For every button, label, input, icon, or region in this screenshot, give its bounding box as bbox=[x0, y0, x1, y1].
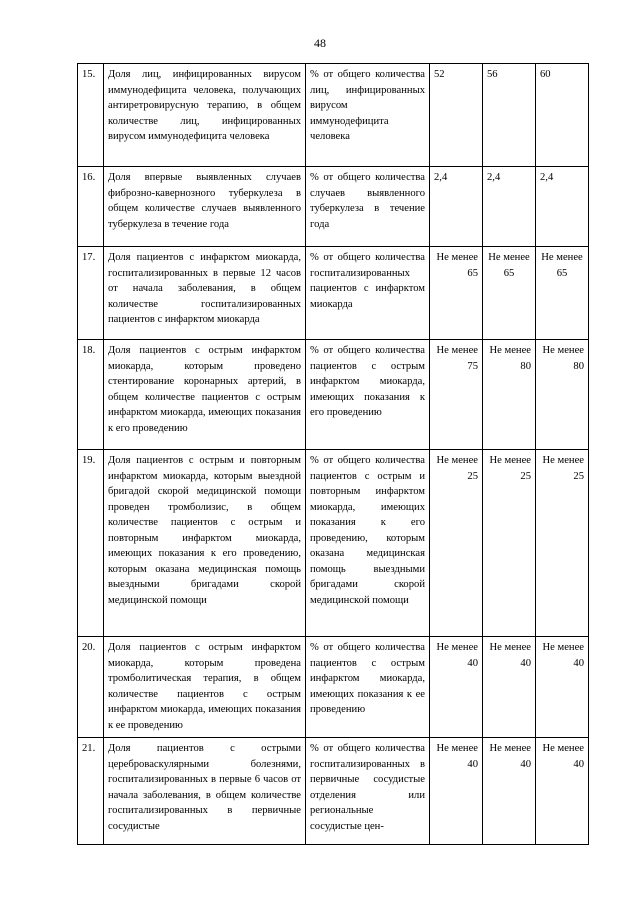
table-row bbox=[78, 738, 589, 845]
value-year-2: Не менее 40 bbox=[483, 637, 536, 738]
value-year-2: Не менее 65 bbox=[483, 247, 536, 340]
value-year-1: Не менее 40 bbox=[430, 637, 483, 738]
table-row bbox=[78, 450, 589, 637]
table-row bbox=[78, 340, 589, 450]
value-year-1: 52 bbox=[430, 64, 483, 167]
page-number: 48 bbox=[314, 36, 326, 50]
value-year-3: Не менее 40 bbox=[536, 738, 589, 845]
row-number: 20. bbox=[78, 637, 104, 738]
value-year-2: Не менее 40 bbox=[483, 738, 536, 845]
value-year-3: Не менее 65 bbox=[536, 247, 589, 340]
value-year-1: Не менее 25 bbox=[430, 450, 483, 637]
value-year-3: 60 bbox=[536, 64, 589, 167]
row-number: 15. bbox=[78, 64, 104, 167]
table-row bbox=[78, 64, 589, 167]
indicator-description: Доля впервые выявленных случаев фиброзно-кавернозного туберкулеза в общем количестве случаев выявленного туберкулеза в течение года bbox=[104, 167, 306, 247]
indicator-unit: % от общего количества госпитализированных в первичные сосудистые отделения или региональные сосудистые цен- bbox=[306, 738, 430, 845]
indicator-unit: % от общего количества пациентов с острым и повторным инфарктом миокарда, имеющих показания к его проведению, которым оказана медицинская помощь выездными бригадами скорой медицинской помощи bbox=[306, 450, 430, 637]
value-year-2: Не менее 80 bbox=[483, 340, 536, 450]
row-number: 16. bbox=[78, 167, 104, 247]
value-year-2: Не менее 25 bbox=[483, 450, 536, 637]
indicator-description: Доля пациентов с инфарктом миокарда, госпитализированных в первые 12 часов от начала заболевания, в общем количестве госпитализированных пациентов с инфарктом миокарда bbox=[104, 247, 306, 340]
indicator-unit: % от общего количества лиц, инфицированных вирусом иммунодефицита человека bbox=[306, 64, 430, 167]
table-row bbox=[78, 637, 589, 738]
row-number: 18. bbox=[78, 340, 104, 450]
indicator-unit: % от общего количества пациентов с острым инфарктом миокарда, имеющих показания к его проведению bbox=[306, 340, 430, 450]
value-year-1: Не менее 40 bbox=[430, 738, 483, 845]
indicator-description: Доля лиц, инфицированных вирусом иммунодефицита человека, получающих антиретровирусную терапию, в общем количестве лиц, инфицированных вирусом иммунодефицита человека bbox=[104, 64, 306, 167]
value-year-3: Не менее 40 bbox=[536, 637, 589, 738]
row-number: 21. bbox=[78, 738, 104, 845]
value-year-1: Не менее 65 bbox=[430, 247, 483, 340]
indicator-description: Доля пациентов с острым и повторным инфарктом миокарда, которым выездной бригадой скорой медицинской помощи проведен тромболизис, в общем количестве пациентов с острым и повторным инфарктом миокарда, имеющих показания к его проведению, которым оказана медицинская помощь выездными бригадами скорой медицинской помощи bbox=[104, 450, 306, 637]
value-year-3: 2,4 bbox=[536, 167, 589, 247]
indicator-unit: % от общего количества случаев выявленного туберкулеза в течение года bbox=[306, 167, 430, 247]
row-number: 17. bbox=[78, 247, 104, 340]
indicators-table bbox=[77, 63, 589, 845]
row-number: 19. bbox=[78, 450, 104, 637]
indicator-description: Доля пациентов с острым инфарктом миокарда, которым проведена тромболитическая терапия, в общем количестве пациентов с острым инфарктом миокарда, имеющих показания к ее проведению bbox=[104, 637, 306, 738]
indicator-unit: % от общего количества пациентов с острым инфарктом миокарда, имеющих показания к ее проведению bbox=[306, 637, 430, 738]
value-year-1: 2,4 bbox=[430, 167, 483, 247]
indicator-description: Доля пациентов с острыми цереброваскулярными болезнями, госпитализированных в первые 6 часов от начала заболевания, в общем количестве госпитализированных в первичные сосудистые bbox=[104, 738, 306, 845]
value-year-3: Не менее 80 bbox=[536, 340, 589, 450]
table-row bbox=[78, 247, 589, 340]
indicator-unit: % от общего количества госпитализированных пациентов с инфарктом миокарда bbox=[306, 247, 430, 340]
value-year-2: 56 bbox=[483, 64, 536, 167]
indicator-description: Доля пациентов с острым инфарктом миокарда, которым проведено стентирование коронарных артерий, в общем количестве пациентов с острым инфарктом миокарда, имеющих показания к его проведению bbox=[104, 340, 306, 450]
value-year-1: Не менее 75 bbox=[430, 340, 483, 450]
value-year-3: Не менее 25 bbox=[536, 450, 589, 637]
value-year-2: 2,4 bbox=[483, 167, 536, 247]
table-row bbox=[78, 167, 589, 247]
